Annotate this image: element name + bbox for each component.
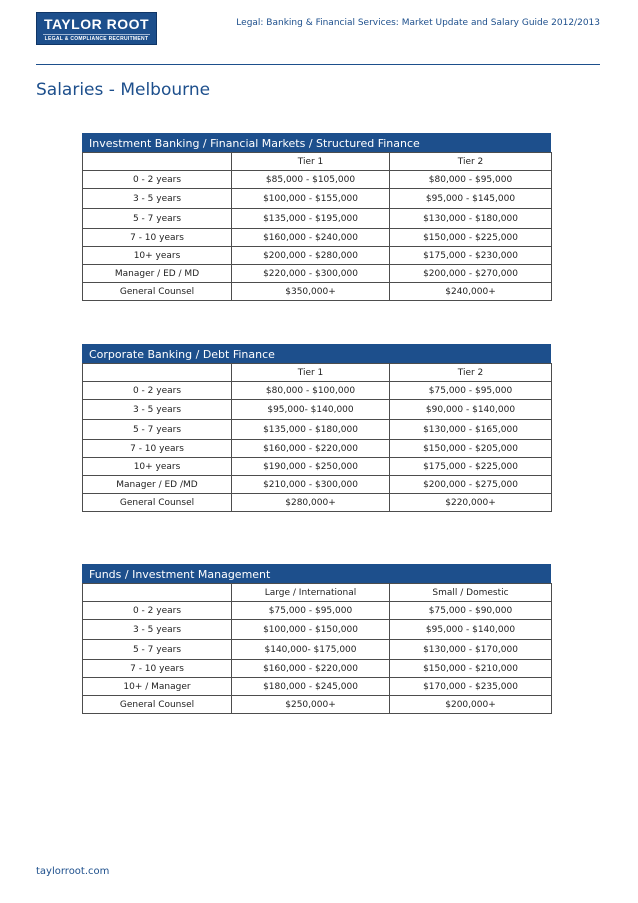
table-cell: $100,000 - $155,000 — [232, 189, 390, 209]
table-cell: $280,000+ — [232, 494, 390, 512]
table-cell: $175,000 - $230,000 — [390, 247, 552, 265]
table-cell: $80,000 - $100,000 — [232, 382, 390, 400]
column-header: Tier 1 — [232, 153, 390, 171]
table-cell: $130,000 - $170,000 — [390, 640, 552, 660]
table-cell: $250,000+ — [232, 696, 390, 714]
salary-grid — [82, 152, 552, 301]
table-cell: $150,000 - $225,000 — [390, 229, 552, 247]
table-heading: Funds / Investment Management — [82, 564, 551, 583]
table-cell: 5 - 7 years — [83, 640, 232, 660]
table-cell: 3 - 5 years — [83, 189, 232, 209]
table-cell: $130,000 - $180,000 — [390, 209, 552, 229]
table-cell: $200,000 - $270,000 — [390, 265, 552, 283]
table-row — [83, 229, 552, 247]
table-row — [83, 440, 552, 458]
table-row — [83, 494, 552, 512]
column-header: Tier 1 — [232, 364, 390, 382]
table-row — [83, 476, 552, 494]
table-row — [83, 382, 552, 400]
page-title: Salaries - Melbourne — [36, 80, 211, 100]
table-row — [83, 660, 552, 678]
logo-main-text: TAYLOR ROOT — [43, 16, 150, 32]
table-cell: $75,000 - $95,000 — [390, 382, 552, 400]
table-row — [83, 209, 552, 229]
table-cell: $200,000 - $275,000 — [390, 476, 552, 494]
table-cell: $130,000 - $165,000 — [390, 420, 552, 440]
table-row — [83, 420, 552, 440]
table-cell: $140,000- $175,000 — [232, 640, 390, 660]
table-cell: 0 - 2 years — [83, 171, 232, 189]
table-cell: $95,000- $140,000 — [232, 400, 390, 420]
table-cell: $135,000 - $180,000 — [232, 420, 390, 440]
table-row — [83, 171, 552, 189]
table-cell: 0 - 2 years — [83, 382, 232, 400]
table-cell: General Counsel — [83, 283, 232, 301]
table-cell: $95,000 - $140,000 — [390, 620, 552, 640]
table-cell: 7 - 10 years — [83, 229, 232, 247]
table-cell: $150,000 - $205,000 — [390, 440, 552, 458]
table-heading: Investment Banking / Financial Markets / Structured Finance — [82, 133, 551, 152]
column-header — [83, 364, 232, 382]
table-cell: $160,000 - $220,000 — [232, 660, 390, 678]
table-row — [83, 400, 552, 420]
salary-grid — [82, 583, 552, 714]
table-row — [83, 283, 552, 301]
table-row — [83, 602, 552, 620]
table-cell: $80,000 - $95,000 — [390, 171, 552, 189]
table-cell: 10+ / Manager — [83, 678, 232, 696]
document-header-title: Legal: Banking & Financial Services: Market Update and Salary Guide 2012/2013 — [236, 18, 600, 28]
table-cell: 7 - 10 years — [83, 660, 232, 678]
table-cell: $150,000 - $210,000 — [390, 660, 552, 678]
table-cell: 10+ years — [83, 458, 232, 476]
salary-grid — [82, 363, 552, 512]
table-cell: 7 - 10 years — [83, 440, 232, 458]
column-header: Tier 2 — [390, 153, 552, 171]
table-cell: $190,000 - $250,000 — [232, 458, 390, 476]
table-cell: 10+ years — [83, 247, 232, 265]
column-header: Large / International — [232, 584, 390, 602]
table-cell: $75,000 - $90,000 — [390, 602, 552, 620]
table-row — [83, 247, 552, 265]
table-cell: $220,000+ — [390, 494, 552, 512]
table-cell: $210,000 - $300,000 — [232, 476, 390, 494]
table-cell: $240,000+ — [390, 283, 552, 301]
table-cell: $100,000 - $150,000 — [232, 620, 390, 640]
table-cell: $95,000 - $145,000 — [390, 189, 552, 209]
table-cell: 3 - 5 years — [83, 620, 232, 640]
table-cell: $170,000 - $235,000 — [390, 678, 552, 696]
table-row — [83, 678, 552, 696]
table-cell: Manager / ED /MD — [83, 476, 232, 494]
table-row — [83, 265, 552, 283]
table-cell: $220,000 - $300,000 — [232, 265, 390, 283]
header-divider — [36, 64, 600, 65]
footer-website: taylorroot.com — [36, 866, 110, 877]
table-cell: $75,000 - $95,000 — [232, 602, 390, 620]
table-row — [83, 640, 552, 660]
column-header: Small / Domestic — [390, 584, 552, 602]
table-cell: $175,000 - $225,000 — [390, 458, 552, 476]
table-cell: $160,000 - $240,000 — [232, 229, 390, 247]
table-row — [83, 189, 552, 209]
table-cell: $85,000 - $105,000 — [232, 171, 390, 189]
table-cell: $200,000+ — [390, 696, 552, 714]
table-cell: $180,000 - $245,000 — [232, 678, 390, 696]
table-cell: 5 - 7 years — [83, 209, 232, 229]
column-header: Tier 2 — [390, 364, 552, 382]
column-header — [83, 584, 232, 602]
table-cell: Manager / ED / MD — [83, 265, 232, 283]
table-cell: $160,000 - $220,000 — [232, 440, 390, 458]
salary-table-funds-management — [82, 564, 551, 714]
table-cell: $135,000 - $195,000 — [232, 209, 390, 229]
table-cell: $200,000 - $280,000 — [232, 247, 390, 265]
table-cell: General Counsel — [83, 696, 232, 714]
table-cell: 5 - 7 years — [83, 420, 232, 440]
table-heading: Corporate Banking / Debt Finance — [82, 344, 551, 363]
table-header-row — [83, 364, 552, 382]
table-header-row — [83, 584, 552, 602]
table-cell: $90,000 - $140,000 — [390, 400, 552, 420]
table-row — [83, 696, 552, 714]
salary-table-investment-banking — [82, 133, 551, 301]
table-cell: 3 - 5 years — [83, 400, 232, 420]
table-cell: 0 - 2 years — [83, 602, 232, 620]
logo-sub-text: LEGAL & COMPLIANCE RECRUITMENT — [44, 36, 149, 42]
table-header-row — [83, 153, 552, 171]
column-header — [83, 153, 232, 171]
taylor-root-logo — [36, 12, 157, 45]
salary-table-corporate-banking — [82, 344, 551, 512]
table-row — [83, 620, 552, 640]
table-cell: General Counsel — [83, 494, 232, 512]
table-cell: $350,000+ — [232, 283, 390, 301]
table-row — [83, 458, 552, 476]
